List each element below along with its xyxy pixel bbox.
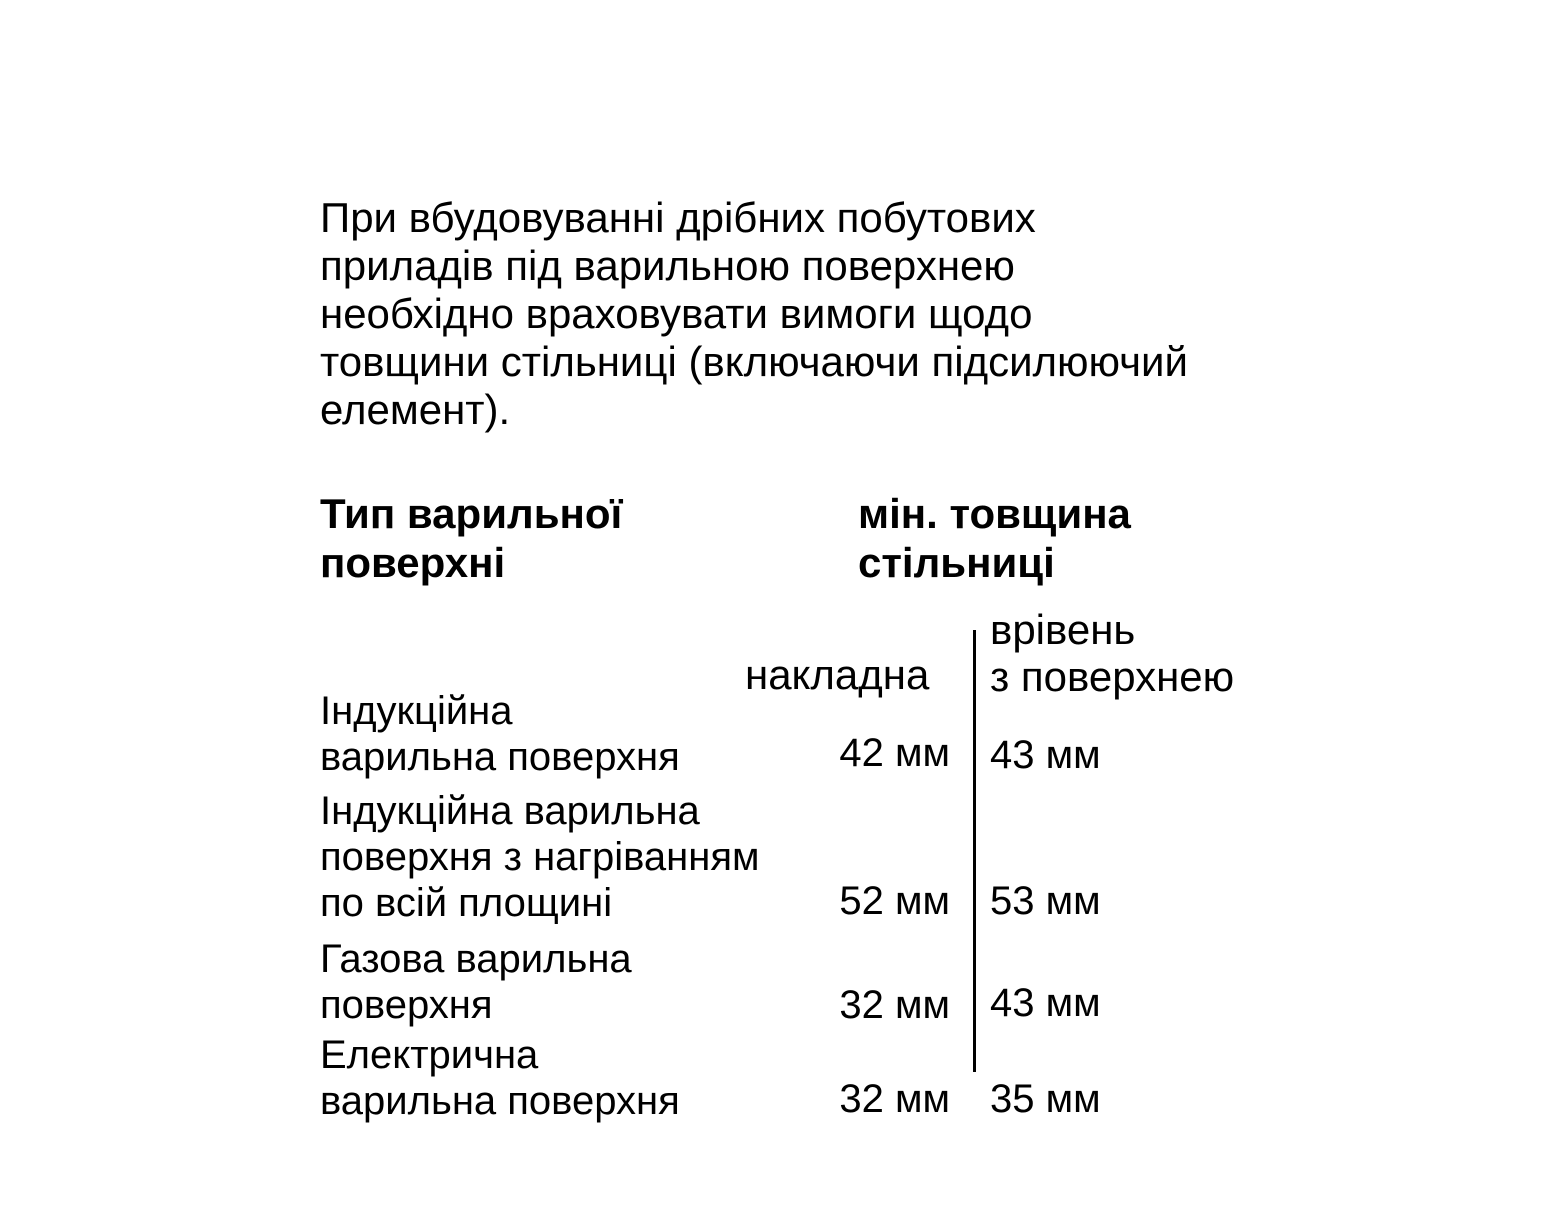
table-row-flush-value: 35 мм [990, 1077, 1101, 1121]
table-row-flush-value: 43 мм [990, 733, 1101, 777]
table-row-name: Індукційна варильна поверхня [320, 689, 680, 779]
intro-line: товщини стільниці (включаючи підсилюючий [320, 338, 1188, 385]
intro-line: При вбудовуванні дрібних побутових [320, 194, 1036, 241]
intro-line: необхідно враховувати вимоги щодо [320, 290, 1033, 337]
subheader-overlay: накладна [745, 651, 930, 698]
header-min-thickness: мін. товщина стільниці [858, 490, 1131, 586]
table-row-overlay-value: 42 мм [839, 731, 950, 775]
intro-line: приладів під варильною поверхнею [320, 242, 1015, 289]
subheader-flush: врівень з поверхнею [990, 606, 1235, 700]
intro-line: елемент). [320, 386, 511, 433]
table-row-name: Індукційна варильна поверхня з нагріванням по всій площині [320, 789, 760, 925]
table-row-name: Газова варильна поверхня [320, 937, 632, 1027]
column-divider [973, 630, 976, 1072]
intro-paragraph [320, 194, 1188, 434]
table-row-overlay-value: 32 мм [839, 983, 950, 1027]
table-row-flush-value: 53 мм [990, 879, 1101, 923]
header-cooktop-type: Тип варильної поверхні [320, 490, 623, 586]
table-row-overlay-value: 52 мм [839, 879, 950, 923]
table-row-flush-value: 43 мм [990, 981, 1101, 1025]
table-row-name: Електрична варильна поверхня [320, 1033, 680, 1123]
table-row-overlay-value: 32 мм [839, 1077, 950, 1121]
